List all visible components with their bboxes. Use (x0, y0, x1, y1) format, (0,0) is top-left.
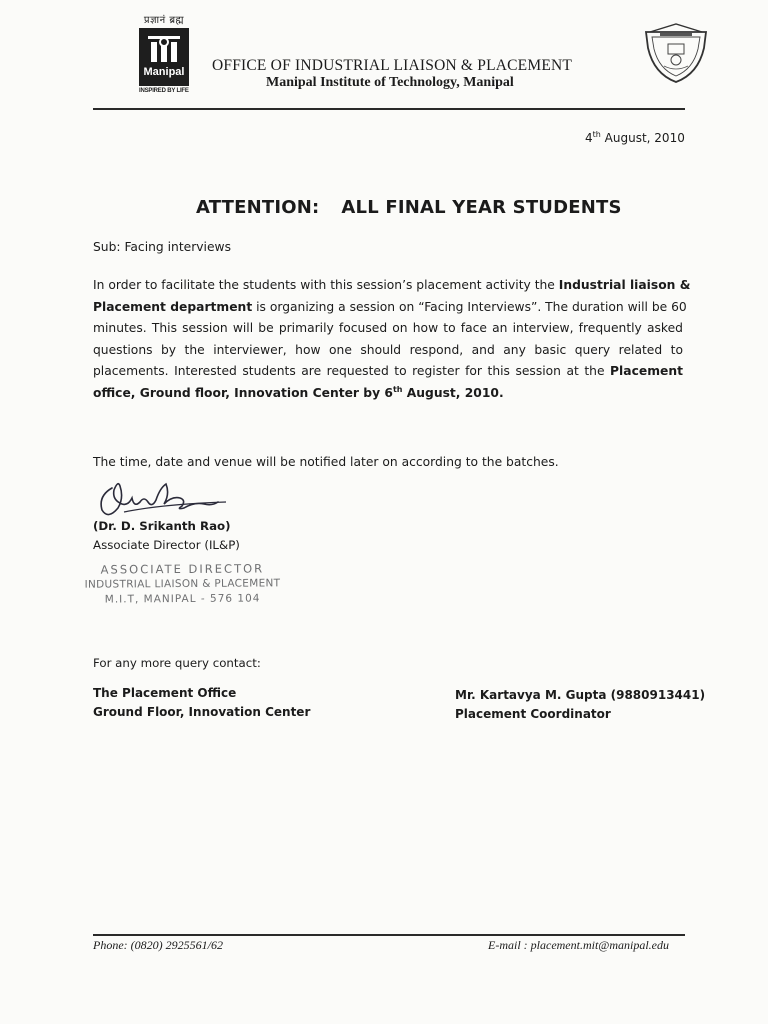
signatory-name: (Dr. D. Srikanth Rao) (93, 519, 231, 533)
body-line: In order to facilitate the students with this session’s placement activity the Industrial liaison & (93, 278, 691, 292)
footer-phone: Phone: (0820) 2925561/62 (93, 938, 223, 952)
body-line: Placement department is organizing a session on “Facing Interviews”. The duration will be 60 (93, 299, 687, 314)
coordinator-name: Mr. Kartavya M. Gupta (9880913441) (455, 688, 706, 702)
notice-heading (196, 197, 622, 218)
stamp-line: INDUSTRIAL LIAISON & PLACEMENT (84, 577, 281, 591)
body-line: placements. Interested students are requested to register for this session at the Placement (93, 364, 683, 378)
logo-wordmark: Manipal (143, 66, 185, 78)
contact-office-name: The Placement Office (93, 686, 237, 700)
logo-motto: प्रज्ञानं ब्रह्म (143, 15, 185, 26)
logo-emblem-icon (139, 28, 189, 86)
body-line: minutes. This session will be primarily focused on how to face an interview, frequently asked (93, 321, 683, 335)
institute-seal-icon (640, 18, 712, 86)
contact-office-location: Ground Floor, Innovation Center (93, 705, 311, 719)
handwritten-signature (94, 474, 234, 524)
manipal-logo (139, 14, 189, 98)
date-day: 4 (585, 131, 593, 145)
footer-email: E-mail : placement.mit@manipal.edu (488, 938, 670, 952)
footer-divider (93, 934, 685, 936)
contact-label: For any more query contact: (93, 656, 261, 670)
header-divider (93, 108, 685, 110)
body-line: questions by the interviewer, how one should respond, and any basic query related to (93, 342, 683, 357)
schedule-notice: The time, date and venue will be notified later on according to the batches. (93, 455, 559, 469)
subject-line: Sub: Facing interviews (93, 240, 231, 254)
heading-attention: ATTENTION: (196, 197, 320, 218)
body-line: office, Ground floor, Innovation Center by 6th August, 2010. (93, 384, 504, 400)
signatory-title: Associate Director (IL&P) (93, 538, 240, 552)
stamp-line: ASSOCIATE DIRECTOR (100, 561, 265, 577)
office-title: OFFICE OF INDUSTRIAL LIAISON & PLACEMENT (212, 57, 573, 74)
body-paragraph (93, 275, 691, 404)
date-month-year: August, 2010 (600, 131, 685, 145)
official-stamp (75, 561, 290, 608)
stamp-line: M.I.T, MANIPAL - 576 104 (104, 592, 261, 606)
date-ordinal: th (592, 130, 601, 139)
letter-date (585, 131, 685, 145)
heading-audience: ALL FINAL YEAR STUDENTS (341, 197, 622, 218)
institute-name: Manipal Institute of Technology, Manipal (266, 75, 514, 90)
coordinator-title: Placement Coordinator (455, 707, 611, 721)
logo-tagline: INSPIRED BY LIFE (139, 88, 189, 94)
